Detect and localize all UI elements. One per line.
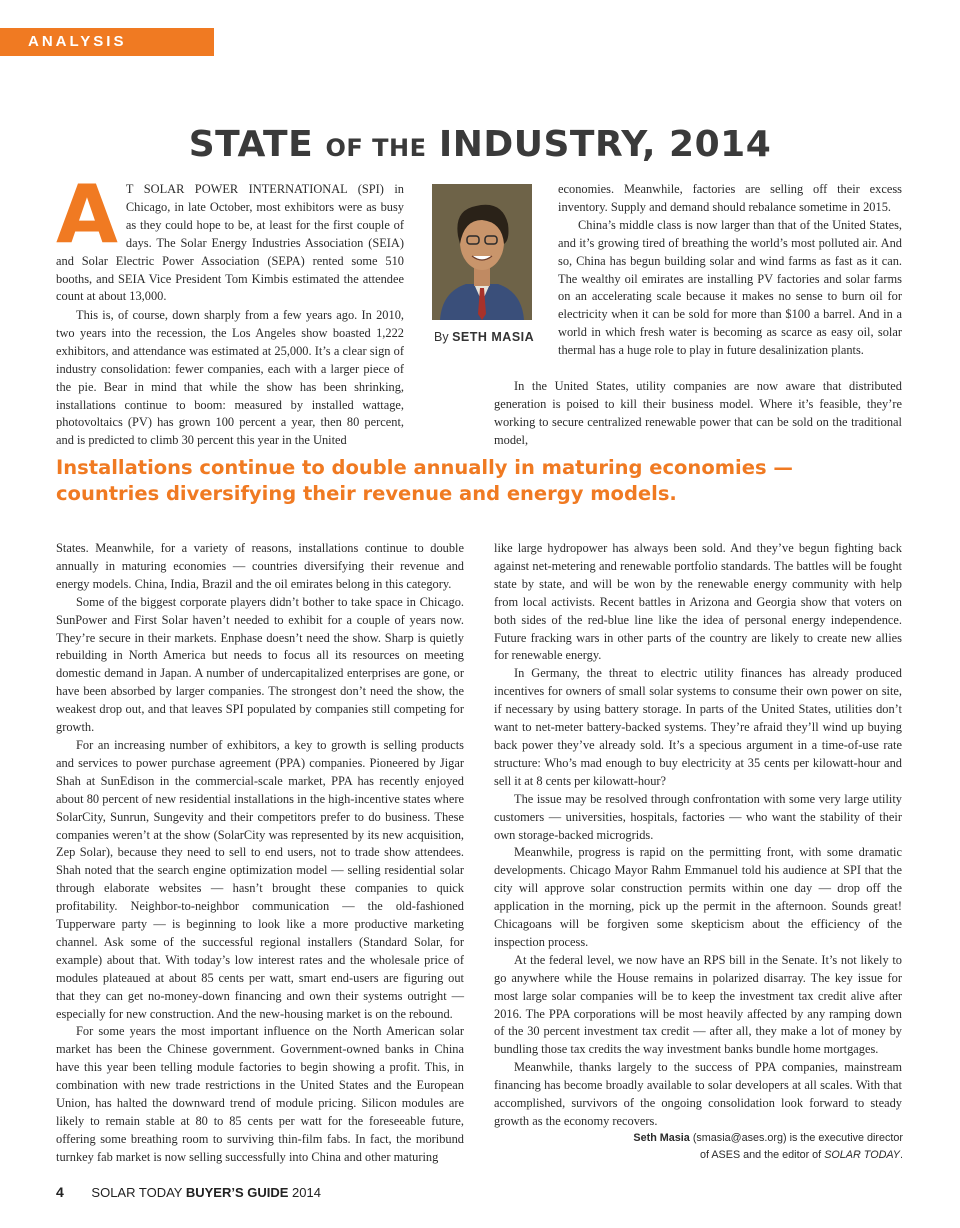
intro-paragraph-2 xyxy=(56,307,404,450)
section-tag: ANALYSIS xyxy=(0,28,214,56)
bio-line-1: (smasia@ases.org) is the executive director xyxy=(692,1132,903,1144)
title-part-3: INDUSTRY, 2014 xyxy=(438,124,772,165)
page-footer xyxy=(56,1184,321,1200)
bio-publication: SOLAR TODAY xyxy=(824,1149,900,1161)
pull-quote: Installations continue to double annually in maturing economies — countries diversifying their revenue and energy models. xyxy=(56,456,793,505)
right-paragraph-6: Meanwhile, thanks largely to the success of PPA companies, mainstream financing has become broadly available to solar developers at all scales. With that accomplished, survivors of the ongoing consolidation look forward to steady growth as the economy recovers. xyxy=(494,1060,902,1128)
author-bio xyxy=(633,1130,903,1164)
intro-text-1: T SOLAR POWER INTERNATIONAL (SPI) in Chicago, in late October, most exhibitors were as busy as they could hope to be, at least for the first couple of days. The Solar Energy Industries Association (SEIA) and Solar Electric Power Association (SEPA) rented some 510 booths, and SEIA Vice President Tom Kimbis estimated the attendee count at about 13,000. xyxy=(56,182,404,304)
byline xyxy=(434,330,534,344)
footer-brand: SOLAR TODAY xyxy=(91,1185,183,1200)
byline-author: SETH MASIA xyxy=(452,330,535,344)
right-paragraph-5: At the federal level, we now have an RPS bill in the Senate. It’s not likely to go anywhere while the House remains in polarized disarray. The key issue for most large solar companies will be to keep the investment tax credit alive after 2016. The PPA corporations will be most heavily affected by any ramping down of the 30 percent investment tax credit — after all, they make a lot of money by bundling those tax credits the way investment banks bundle home mortgages. xyxy=(494,952,902,1057)
author-bio-line-1 xyxy=(633,1130,903,1147)
title-part-2: OF THE xyxy=(325,134,427,162)
intro-column-continued xyxy=(56,307,404,450)
drop-cap: A xyxy=(56,168,118,261)
intro-text-2: This is, of course, down sharply from a few years ago. In 2010, two years into the recession, the Los Angeles show boasted 1,222 exhibitors, and attendance was estimated at 25,000. It’s a clear sign of industry consolidation: fewer companies, each with a larger piece of the pie. Bear in mind that while the show has been shrinking, installations continue to boom: measured by installed wattage, photovoltaics (PV) has grown 100 percent a year, then 80 percent, and is predicted to climb 30 percent this year in the United xyxy=(56,308,404,448)
author-photo xyxy=(432,184,532,320)
footer-guide: BUYER’S GUIDE xyxy=(185,1185,289,1200)
top-right-column xyxy=(558,181,902,360)
footer-year: 2014 xyxy=(292,1185,321,1200)
left-paragraph-4: For some years the most important influence on the North American solar market has been the Chinese government. Government-owned banks in China have this year been telling module factories to begin showing a profit. This, in combination with new trade restrictions in the United States and the European Union, has halted the downward trend of module pricing. Silicon modules are likely to remain stable at 80 to 85 cents per watt for the foreseeable future, offering some breathing room to surviving thin-film fabs. In fact, the moribund turnkey fab market is now selling successfully into China and other maturing xyxy=(56,1024,464,1164)
author-portrait-icon xyxy=(432,184,532,320)
page-number: 4 xyxy=(56,1184,64,1200)
right-paragraph-4: Meanwhile, progress is rapid on the permitting front, with some dramatic developments. Chicago Mayor Rahm Emmanuel told his audience at SPI that the city will approve solar construction permits within one day — drop off the application in the morning, pick up the permit in the afternoon. Sounds great! Chicagoans will be forgiven some skepticism about the efficiency of the inspection process. xyxy=(494,845,902,949)
right-paragraph-1: like large hydropower has always been sold. And they’ve begun fighting back against net-metering and renewable portfolio standards. The battles will be fought state by state, and will be won by the renewable energy community with help from local activists. Recent battles in Arizona and Georgia show that voters on both sides of the red-blue line like the idea of personal energy independence. Future fracking wars in other parts of the country are likely to create new allies for renewable energy. xyxy=(494,541,902,663)
right-paragraph-3: The issue may be resolved through confrontation with some very large utility customers — universities, hospitals, factories — who want the stability of their own storage-backed microgrids. xyxy=(494,791,902,842)
intro-column xyxy=(56,168,404,306)
byline-by: By xyxy=(434,330,449,344)
right-paragraph-2: In Germany, the threat to electric utility finances has already produced incentives for owners of small solar systems to consume their own power on site, if necessary by using battery storage. In parts of the United States, utilities don’t want to net-meter battery-backed systems. They’re afraid they’ll wind up buying back power they’ve already sold. It’s a specious argument in a time-of-use rate structure: Who’s mad enough to buy electricity at 35 cents per kilowatt-hour and sell it at 8 cents per kilowatt-hour? xyxy=(494,666,902,788)
top-right-paragraph-1: economies. Meanwhile, factories are selling off their excess inventory. Supply and demand should rebalance sometime in 2015. xyxy=(558,182,902,214)
top-right-paragraph-2: China’s middle class is now larger than that of the United States, and it’s growing tired of breathing the world’s most polluted air. And so, China has begun building solar and wind farms as fast as it can. The wealthy oil emirates are installing PV factories and solar farms on an accelerating scale because it makes no sense to burn oil for electricity when it can be sold for more than $100 a barrel. And in a world in which fresh water is becoming as scarce as easy oil, solar thermal has a huge role to play in future desalinization plants. xyxy=(558,217,902,358)
bio-line-2-end: . xyxy=(900,1149,903,1161)
intro-paragraph-1 xyxy=(56,168,404,306)
bio-name: Seth Masia xyxy=(633,1132,690,1144)
left-paragraph-3: For an increasing number of exhibitors, a key to growth is selling products and services to power purchase agreement (PPA) companies. Pioneered by Jigar Shah at SunEdison in the commercial-scale market, PPA has recently enjoyed about 80 percent of new residential installations in the high-incentive states where SolarCity, Sunrun, Sungevity and their competitors prefer to do business. These companies weren’t at the show (SolarCity was represented by its new acquisition, Zep Solar), because they need to sell to end users, not to trade show attendees. Shah noted that the search engine optimization model — selling residential solar through elaborate websites — hasn’t brought these companies to quick profitability. Neighbor-to-neighbor communication — the old-fashioned Tupperware party — is beginning to look like a more productive marketing channel. Ask some of the successful regional installers (Standard Solar, for example) about that. With today’s low interest rates and the wholesale price of modules plateaued at about 85 cents per watt, smart end-users are figuring out that they can get no-money-down financing and own their systems outright — especially for new construction. And the new-housing market is on the rebound. xyxy=(56,737,464,1021)
left-paragraph-2: Some of the biggest corporate players didn’t bother to take space in Chicago. SunPower and First Solar haven’t needed to exhibit for a couple of years now. They’re secure in their markets. Enphase doesn’t need the show. Sharp is quietly rebuilding in North America but needs to focus all its resources on meeting domestic demand in Japan. A number of undercapitalized enterprises are gone, or have been absorbed by larger companies. The strongest don’t need the show, the weakest drop out, and that leaves SPI populated by companies still competing for growth. xyxy=(56,594,464,735)
left-column xyxy=(56,540,464,1167)
left-paragraph-1: States. Meanwhile, for a variety of reasons, installations continue to double annually in maturing economies — countries diversifying their revenue and energy models. China, India, Brazil and the oil emirates belong in this category. xyxy=(56,541,464,591)
right-column xyxy=(494,540,902,1131)
author-bio-line-2 xyxy=(633,1147,903,1164)
bio-line-2: of ASES and the editor of xyxy=(699,1149,822,1161)
top-right-paragraph-3: In the United States, utility companies are now aware that distributed generation is poised to kill their business model. Where it’s feasible, they’re working to secure centralized renewable power that can be sold on the traditional model, xyxy=(494,379,902,447)
top-right-column-continued xyxy=(494,378,902,450)
page-title xyxy=(0,124,960,165)
title-part-1: STATE xyxy=(188,124,314,165)
